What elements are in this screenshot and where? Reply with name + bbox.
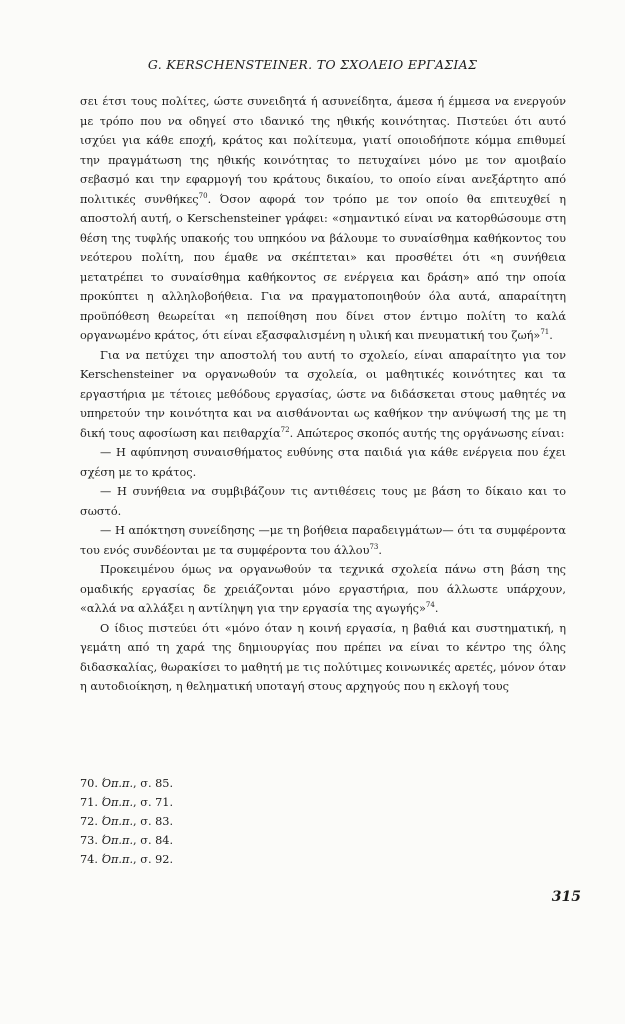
paragraph-text: σει έτσι τους πολίτες, ώστε συνειδητά ή ασυνείδητα, άμεσα ή έμμεσα να ενεργούν με τρόπο που να οδηγεί στο ιδανικό της ηθικής κοινότητας. Πιστεύει ότι αυτό ισχύει για κάθε εποχή, κράτος και πολίτευμα, γιατί οποιοδήποτε κόμμα επιθυμεί την πραγμάτωση της ηθικής κοινότητας το πετυχαίνει μόνο με τον αμοιβαίο σεβασμό και την εφαρμογή του κράτους δικαίου, το οποίο είναι ανεξάρτητο από πολιτικές συνθήκες — [80, 95, 566, 206]
footnote-page: , σ. 71. — [133, 796, 174, 809]
paragraph-text: . Απώτερος σκοπός αυτής της οργάνωσης είναι: — [289, 426, 565, 440]
paragraph-text: . — [378, 543, 382, 557]
footnote-number: 73. — [80, 834, 98, 847]
footnote-reference: Όπ.π. — [101, 815, 134, 828]
footnote — [80, 831, 380, 850]
footnote-reference: Όπ.π. — [101, 777, 134, 790]
paragraph — [80, 619, 566, 697]
paragraph — [80, 443, 566, 482]
running-header: G. KERSCHENSTEINER. ΤΟ ΣΧΟΛΕΙΟ ΕΡΓΑΣΙΑΣ — [147, 57, 478, 72]
footnote-page: , σ. 83. — [133, 815, 174, 828]
paragraph-text: — Η συνήθεια να συμβιβάζουν τις αντιθέσεις τους με βάση το δίκαιο και το σωστό. — [80, 485, 566, 518]
footnote-marker: 71 — [540, 328, 550, 337]
paragraph — [80, 92, 566, 346]
paragraph-text: Ο ίδιος πιστεύει ότι «μόνο όταν η κοινή εργασία, η βαθιά και συστηματική, η γεμάτη από τη χαρά της δημιουργίας που πρέπει να είναι το κέντρο της όλης διδασκαλίας, θωρακίσει το μαθητή με τις πολύτιμες κοινωνικές αρετές, μόνον όταν η αυτοδιοίκηση, η θεληματική υποταγή στους αρχηγούς που η εκλογή τους — [80, 621, 566, 693]
footnote-marker: 73 — [369, 542, 379, 551]
footnote-number: 72. — [80, 815, 98, 828]
paragraph — [80, 346, 566, 444]
footnote-number: 74. — [80, 853, 98, 866]
footnote-marker: 74 — [425, 601, 435, 610]
paragraph — [80, 482, 566, 521]
page-number: 315 — [551, 889, 581, 905]
paragraph-text: . — [434, 602, 439, 615]
footnote-reference: Όπ.π. — [101, 834, 134, 847]
footnote — [80, 774, 380, 793]
footnote — [80, 812, 380, 831]
paragraph — [80, 560, 566, 619]
paragraph-text: — Η απόκτηση συνείδησης —με τη βοήθεια παραδειγμάτων— ότι τα συμφέροντα του ενός συνδέονται με τα συμφέροντα του άλλου — [80, 524, 566, 557]
footnote-marker: 72 — [280, 425, 290, 434]
footnote-page: , σ. 84. — [133, 834, 174, 847]
footnote-number: 70. — [80, 777, 98, 790]
body-text — [80, 92, 566, 697]
footnote — [80, 793, 380, 812]
paragraph-text: . — [549, 329, 553, 342]
paragraph-text: Για να πετύχει την αποστολή του αυτή το σχολείο, είναι απαραίτητο για τον Kerschensteiner να οργανωθούν τα σχολεία, οι μαθητικές κοινότητες και τα εργαστήρια με τέτοιες μεθόδους εργασίας, ώστε να διδάσκεται στους μαθητές να υπηρετούν την κοινότητα και να αισθάνονται ως καθήκον την ανύψωσή της με τη δική τους αφοσίωση και πειθαρχία — [80, 348, 566, 440]
paragraph-text: Προκειμένου όμως να οργανωθούν τα τεχνικά σχολεία πάνω στη βάση της ομαδικής εργασίας δε χρειάζονται μόνο εργαστήρια, που άλλωστε υπάρχουν, «αλλά να αλλάξει η αντίληψη για την εργασία της αγωγής» — [80, 563, 566, 615]
paragraph-text: . Όσον αφορά τον τρόπο με τον οποίο θα επιτευχθεί η αποστολή αυτή, ο Kerschensteiner γράφει: «σημαντικό είναι να κατορθώσουμε στη θέση της τυφλής υπακοής του υπηκόου να βάλουμε το συναίσθημα καθήκοντος του νεότερου πολίτη, που έμαθε να σκέπτεται» και προσθέτει ότι «η συνήθεια μετατρέπει το συναίσθημα καθήκοντος σε ενέργεια και δράση» από την οποία προκύπτει η αλληλοβοήθεια. Για να πραγματοποιηθούν όλα αυτά, απαραίτητη προϋπόθεση θεωρείται «η πεποίθηση που δίνει στον έντιμο πολίτη το καλά οργανωμένο κράτος, ότι είναι εξασφαλισμένη η υλική και πνευματική του ζωή» — [80, 192, 566, 342]
footnote-page: , σ. 92. — [133, 853, 174, 866]
footnotes — [80, 774, 380, 869]
footnote-reference: Όπ.π. — [101, 853, 134, 866]
paragraph-text: — Η αφύπνηση συναισθήματος ευθύνης στα παιδιά για κάθε ενέργεια που έχει σχέση με το κράτος. — [80, 446, 566, 479]
footnote-number: 71. — [80, 796, 98, 809]
footnote-reference: Όπ.π. — [101, 796, 134, 809]
footnote-page: , σ. 85. — [133, 777, 174, 790]
footnote-marker: 70 — [198, 191, 208, 200]
paragraph — [80, 521, 566, 560]
footnote — [80, 850, 380, 869]
